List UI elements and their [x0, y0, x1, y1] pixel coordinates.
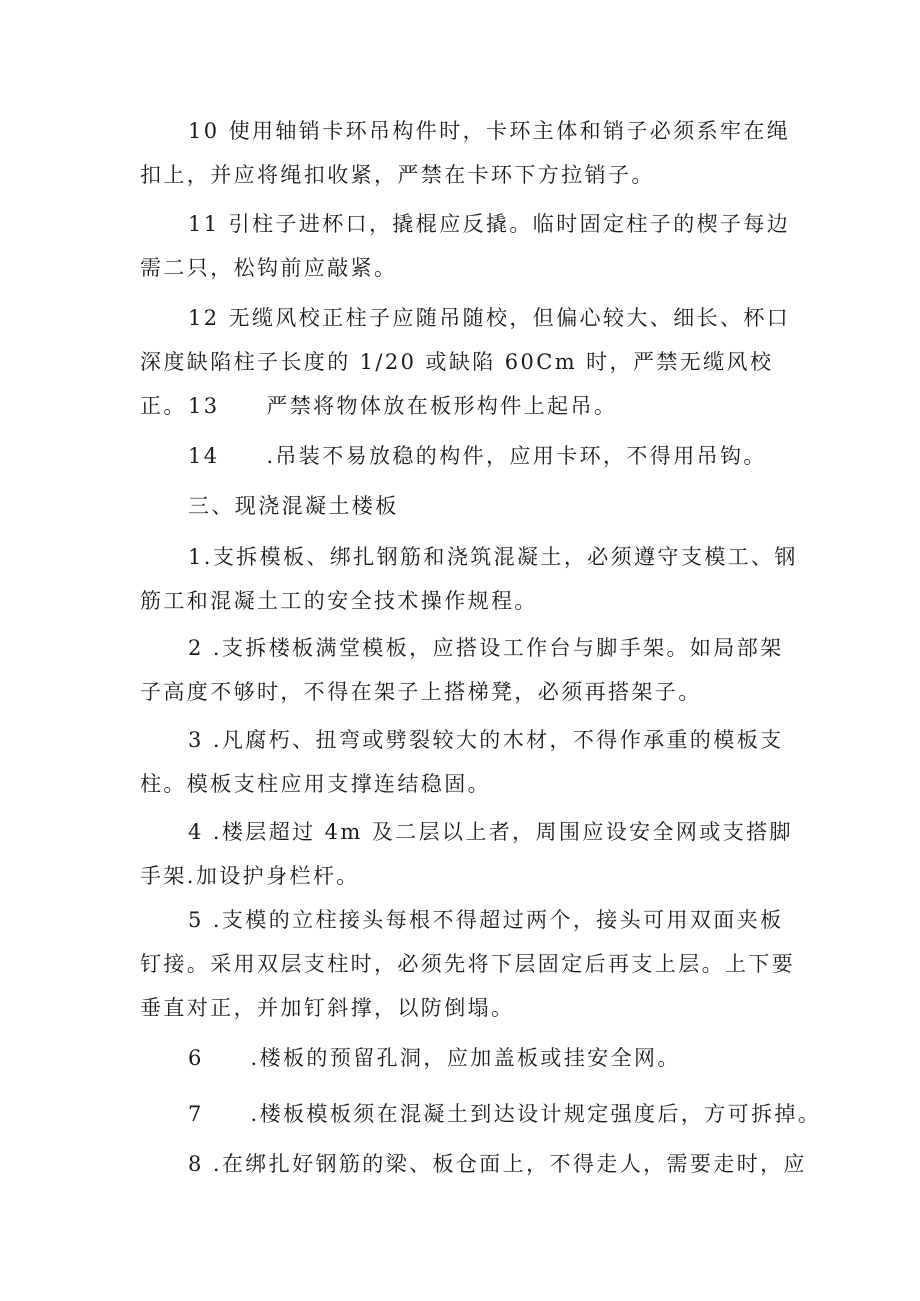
- paragraph-10: 10 使用轴销卡环吊构件时，卡环主体和销子必须系牢在绳扣上，并应将绳扣收紧，严禁在卡环下方拉销子。: [140, 119, 791, 187]
- section-paragraph-1: 1.支拆模板、绑扎钢筋和浇筑混凝土，必须遵守支模工、钢筋工和混凝土工的安全技术操作规程。: [140, 545, 798, 613]
- section-paragraph-5: 5 .支模的立柱接头每根不得超过两个，接头可用双面夹板钉接。采用双层支柱时，必须先将下层固定后再支上层。上下要垂直对正，并加钉斜撑，以防倒塌。: [140, 908, 796, 1020]
- paragraph-14: 14 .吊装不易放稳的构件，应用卡环，不得用吊钩。: [188, 444, 767, 468]
- section-paragraph-3: 3 .凡腐朽、扭弯或劈裂较大的木材，不得作承重的模板支柱。模板支柱应用支撑连结稳固。: [140, 728, 784, 796]
- paragraph-13: 13 严禁将物体放在板形构件上起吊。: [188, 394, 618, 418]
- paragraph-12: 12 无缆风校正柱子应随吊随校，但偏心较大、细长、杯口深度缺陷柱子长度的 1/20 或缺陷 60Cm 时，严禁无缆风校正。: [140, 306, 791, 418]
- paragraph-11: 11 引柱子进杯口，撬棍应反撬。临时固定柱子的楔子每边需二只，松钩前应敲紧。: [140, 212, 791, 280]
- section-paragraph-8: 8 .在绑扎好钢筋的梁、板仓面上，不得走人，需要走时，应: [188, 1152, 807, 1176]
- section-paragraph-6: 6 .楼板的预留孔洞，应加盖板或挂安全网。: [188, 1046, 681, 1070]
- section-heading: 三、现浇混凝土楼板: [188, 494, 399, 518]
- section-paragraph-2: 2 .支拆楼板满堂模板，应搭设工作台与脚手架。如局部架子高度不够时，不得在架子上搭梯凳，必须再搭架子。: [140, 636, 784, 704]
- section-paragraph-4: 4 .楼层超过 4m 及二层以上者，周围应设安全网或支搭脚手架.加设护身栏杆。: [140, 820, 793, 888]
- section-paragraph-7: 7 .楼板模板须在混凝土到达设计规定强度后，方可拆掉。: [188, 1102, 822, 1126]
